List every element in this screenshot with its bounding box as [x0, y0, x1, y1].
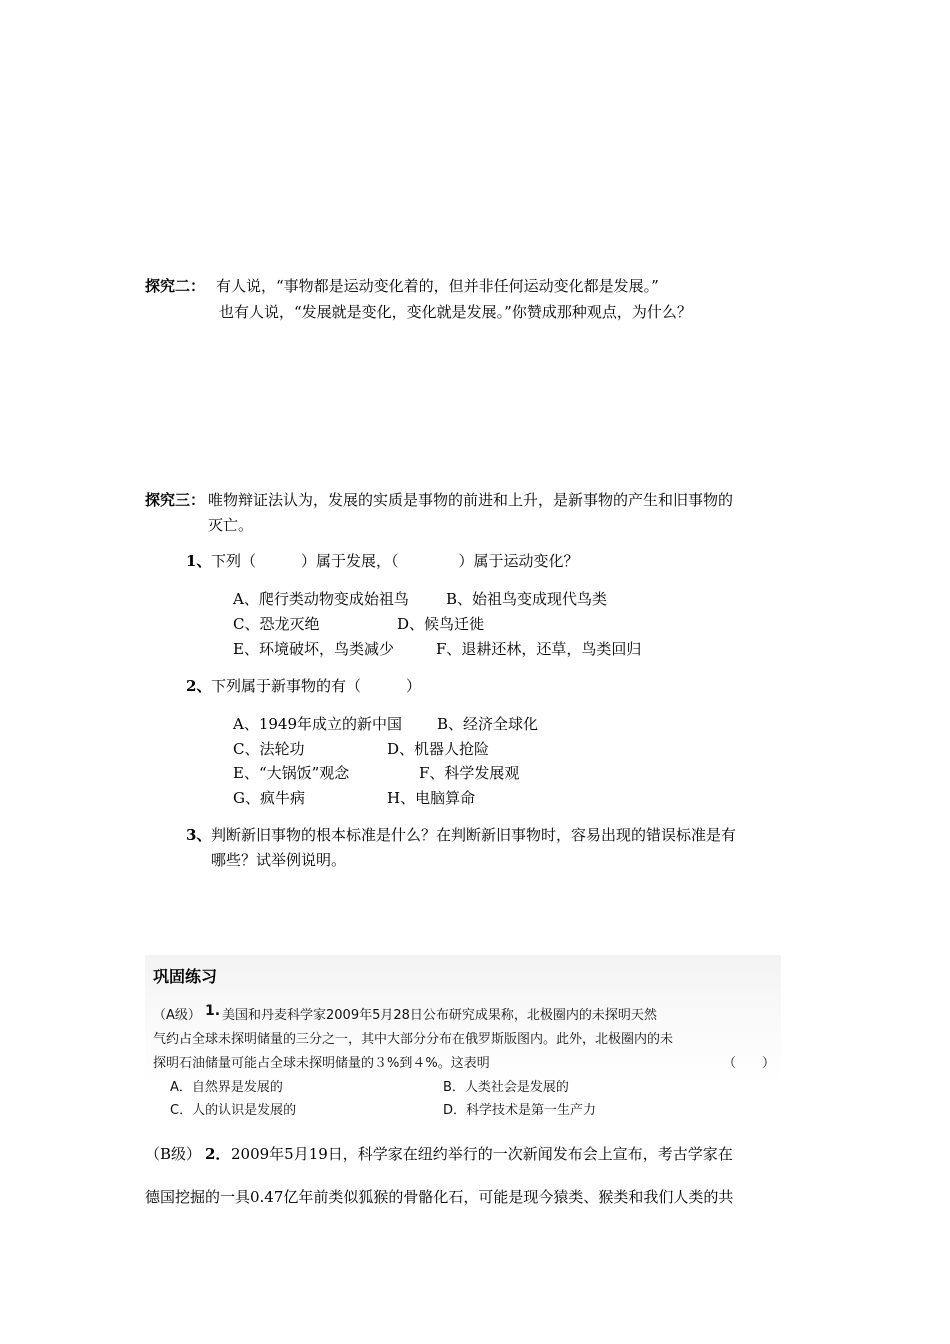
q1-option: A、爬行类动物变成始祖鸟 [233, 590, 409, 608]
q2-option: D、机器人抢险 [387, 740, 490, 758]
a-level-answer-bracket: （ ） [723, 1056, 776, 1071]
q2-stem: 下列属于新事物的有（ ） [211, 677, 422, 695]
a-level-option: D．科学技术是第一生产力 [443, 1103, 597, 1118]
explore3-intro-line1: 唯物辩证法认为，发展的实质是事物的前进和上升，是新事物的产生和旧事物的 [208, 491, 734, 509]
q2-option: E、“大锅饭”观念 [233, 764, 350, 782]
a-level-number: 1. [205, 1003, 221, 1019]
q1-option: F、退耕还林，还草，鸟类回归 [436, 640, 642, 658]
a-level-prefix: （A级） [153, 1008, 201, 1023]
q2-option: G、疯牛病 [233, 789, 305, 807]
q1-stem: 下列（ ）属于发展，（ ）属于运动变化？ [211, 552, 579, 570]
explore2-line1: 有人说，“事物都是运动变化着的，但并非任何运动变化都是发展。” [216, 277, 659, 295]
practice-title: 巩固练习 [153, 967, 218, 986]
b-level-line2: 德国挖掘的一具0.47亿年前类似狐猴的骨骼化石，可能是现今猿类、猴类和我们人类的共 [145, 1188, 734, 1206]
b-level-prefix: （B级） [145, 1145, 202, 1163]
q3-number: 3、 [186, 826, 212, 844]
q1-option: E、环境破坏，鸟类减少 [233, 640, 394, 658]
explore2-label: 探究二： [145, 277, 206, 295]
q2-option: B、经济全球化 [437, 715, 539, 733]
b-level-line1: 2009年5月19日，科学家在纽约举行的一次新闻发布会上宣布，考古学家在 [231, 1145, 733, 1163]
a-level-line2: 气约占全球未探明储量的三分之一，其中大部分分布在俄罗斯版图内。此外，北极圈内的未 [153, 1032, 674, 1047]
q2-option: F、科学发展观 [419, 764, 520, 782]
q2-option: H、电脑算命 [387, 789, 476, 807]
q2-number: 2、 [186, 677, 212, 695]
explore3-intro-line2: 灭亡。 [208, 516, 254, 534]
q2-option: C、法轮功 [233, 740, 305, 758]
b-level-number: 2． [205, 1145, 231, 1163]
a-level-option: C．人的认识是发展的 [170, 1103, 297, 1118]
a-level-line1: 美国和丹麦科学家2009年5月28日公布研究成果称，北极圈内的未探明天然 [222, 1008, 657, 1023]
a-level-option: B．人类社会是发展的 [443, 1080, 569, 1095]
q1-number: 1、 [186, 552, 212, 570]
q3-line2: 哪些？试举例说明。 [211, 851, 347, 869]
explore2-line2: 也有人说，“发展就是变化，变化就是发展。”你赞成那种观点，为什么？ [219, 303, 692, 321]
q3-line1: 判断新旧事物的根本标准是什么？在判断新旧事物时，容易出现的错误标准是有 [211, 826, 737, 844]
q2-option: A、1949年成立的新中国 [233, 715, 403, 733]
a-level-line3: 探明石油储量可能占全球未探明储量的３%到４%。这表明 [153, 1056, 490, 1071]
a-level-option: A．自然界是发展的 [170, 1080, 283, 1095]
q1-option: C、恐龙灭绝 [233, 615, 320, 633]
explore3-label: 探究三： [145, 491, 206, 509]
q1-option: B、始祖鸟变成现代鸟类 [446, 590, 608, 608]
q1-option: D、候鸟迁徙 [397, 615, 485, 633]
